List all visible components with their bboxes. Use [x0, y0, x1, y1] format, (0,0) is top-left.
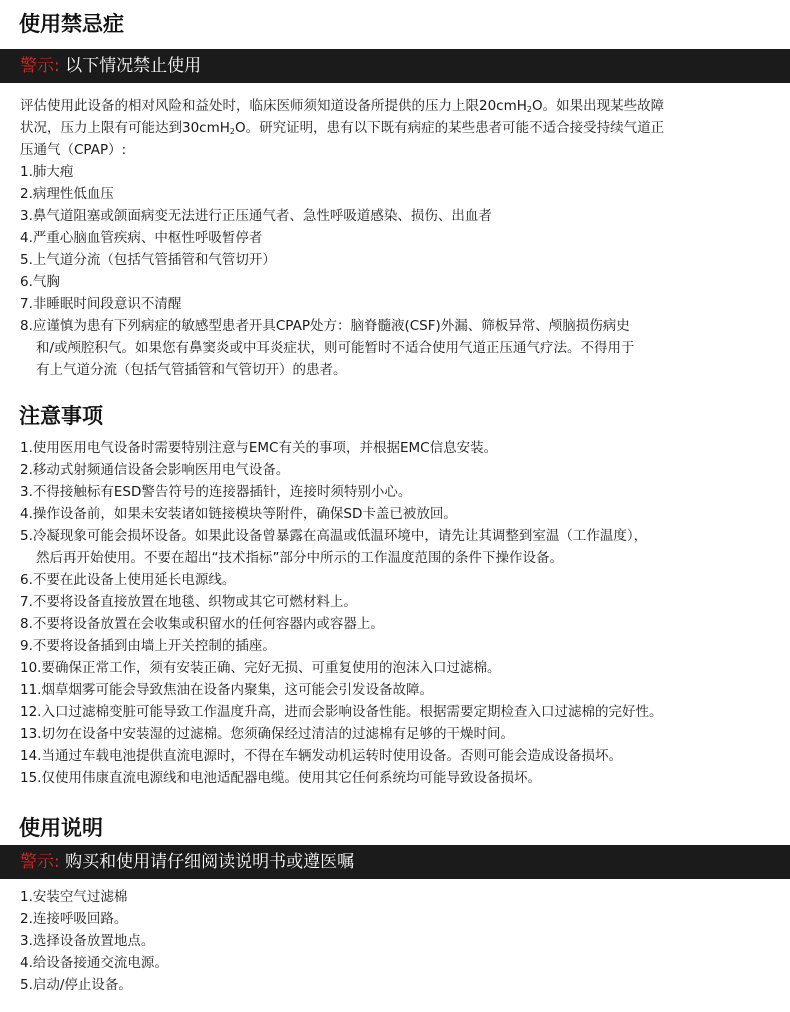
list-item: 5.启动/停止设备。 — [20, 977, 132, 993]
list-item: 12.入口过滤棉变脏可能导致工作温度升高，进而会影响设备性能。根据需要定期检查入口过滤棉的完好性。 — [20, 704, 663, 720]
warning-text: 以下情况禁止使用 — [65, 56, 202, 76]
list-item: 11.烟草烟雾可能会导致焦油在设备内聚集，这可能会引发设备故障。 — [20, 682, 433, 698]
contraindications-title: 使用禁忌症 — [19, 12, 124, 36]
list-item: 2.连接呼吸回路。 — [20, 911, 128, 927]
intro-text: 状况，压力上限有可能达到30cmH — [20, 120, 230, 136]
list-item: 1.安装空气过滤棉 — [20, 889, 128, 905]
subscript: 2 — [229, 127, 235, 136]
list-item: 4.严重心脑血管疾病、中枢性呼吸暂停者 — [20, 230, 263, 246]
list-item: 14.当通过车载电池提供直流电源时，不得在车辆发动机运转时使用设备。否则可能会造成设备损坏。 — [20, 748, 622, 764]
subscript: 2 — [526, 105, 532, 114]
contraindications-body — [20, 95, 780, 381]
list-item: 15.仅使用伟康直流电源线和电池适配器电缆。使用其它任何系统均可能导致设备损坏。 — [20, 770, 541, 786]
instructions-body — [20, 886, 780, 996]
list-item: 3.不得接触标有ESD警告符号的连接器插针，连接时须特别小心。 — [20, 484, 412, 500]
intro-line-3: 压通气（CPAP）: — [20, 142, 127, 158]
list-item: 1.肺大疱 — [20, 164, 74, 180]
list-item: 10.要确保正常工作，须有安装正确、完好无损、可重复使用的泡沫入口过滤棉。 — [20, 660, 501, 676]
list-item: 5.冷凝现象可能会损坏设备。如果此设备曾暴露在高温或低温环境中，请先让其调整到室温（工作温度）， — [20, 528, 648, 544]
list-item: 7.不要将设备直接放置在地毯、织物或其它可燃材料上。 — [20, 594, 357, 610]
list-item-continuation: 和/或颅腔积气。如果您有鼻窦炎或中耳炎症状，则可能暂时不适合使用气道正压通气疗法。不得用于 — [36, 340, 635, 356]
list-item: 5.上气道分流（包括气管插管和气管切开） — [20, 252, 276, 268]
list-item: 7.非睡眠时间段意识不清醒 — [20, 296, 182, 312]
list-item: 13.切勿在设备中安装湿的过滤棉。您须确保经过清洁的过滤棉有足够的干燥时间。 — [20, 726, 514, 742]
list-item: 2.病理性低血压 — [20, 186, 114, 202]
list-item-continuation: 有上气道分流（包括气管插管和气管切开）的患者。 — [36, 362, 347, 378]
list-item: 3.鼻气道阻塞或颌面病变无法进行正压通气者、急性呼吸道感染、损伤、出血者 — [20, 208, 492, 224]
list-item: 8.不要将设备放置在会收集或积留水的任何容器内或容器上。 — [20, 616, 384, 632]
list-item: 4.给设备接通交流电源。 — [20, 955, 168, 971]
intro-line-2 — [20, 117, 780, 139]
contraindications-warning-bar — [0, 49, 790, 83]
instructions-title: 使用说明 — [19, 816, 103, 840]
list-item: 6.气胸 — [20, 274, 60, 290]
list-item: 1.使用医用电气设备时需要特别注意与EMC有关的事项，并根据EMC信息安装。 — [20, 440, 498, 456]
intro-text: O。如果出现某些故障 — [532, 98, 665, 114]
list-item: 2.移动式射频通信设备会影响医用电气设备。 — [20, 462, 290, 478]
warning-label: 警示: — [20, 852, 60, 872]
intro-text: O。研究证明，患有以下既有病症的某些患者可能不适合接受持续气道正 — [235, 120, 665, 136]
intro-line-1 — [20, 95, 780, 117]
warning-text: 购买和使用请仔细阅读说明书或遵医嘱 — [65, 852, 355, 872]
list-item-continuation: 然后再开始使用。不要在超出“技术指标”部分中所示的工作温度范围的条件下操作设备。 — [36, 550, 563, 566]
list-item: 6.不要在此设备上使用延长电源线。 — [20, 572, 236, 588]
list-item: 4.操作设备前，如果未安装诸如链接模块等附件，确保SD卡盖已被放回。 — [20, 506, 457, 522]
warning-label: 警示: — [20, 56, 60, 76]
list-item: 3.选择设备放置地点。 — [20, 933, 155, 949]
intro-text: 评估使用此设备的相对风险和益处时，临床医师须知道设备所提供的压力上限20cmH — [20, 98, 527, 114]
list-item: 8.应谨慎为患有下列病症的敏感型患者开具CPAP处方：脑脊髓液(CSF)外漏、筛板异常、颅脑损伤病史 — [20, 318, 630, 334]
precautions-title: 注意事项 — [19, 404, 103, 428]
precautions-body — [20, 437, 780, 789]
instructions-warning-bar — [0, 845, 790, 879]
list-item: 9.不要将设备插到由墙上开关控制的插座。 — [20, 638, 276, 654]
